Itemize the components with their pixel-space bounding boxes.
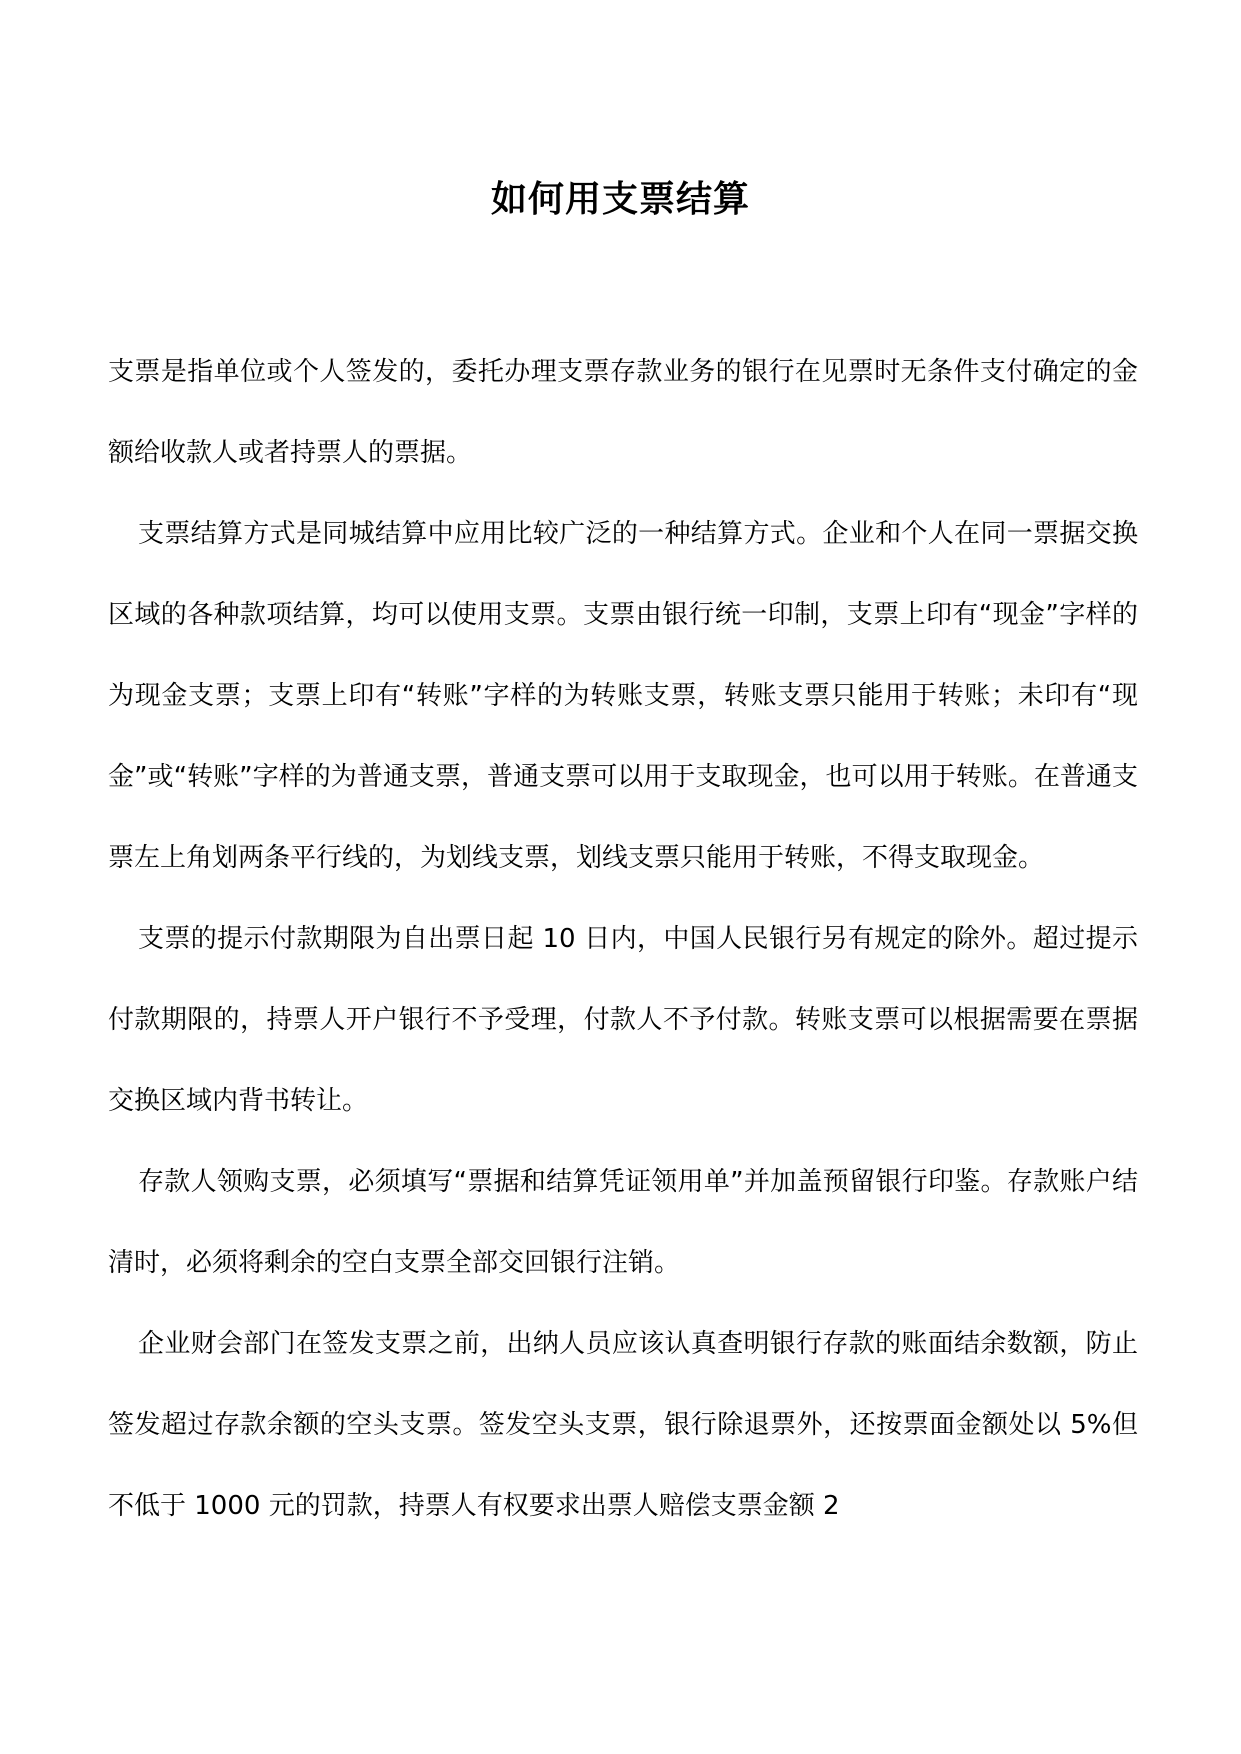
document-body — [108, 332, 1138, 1547]
paragraph-4: 存款人领购支票，必须填写“票据和结算凭证领用单”并加盖预留银行印鉴。存款账户结清时，必须将剩余的空白支票全部交回银行注销。 — [108, 1167, 1138, 1278]
paragraph-2: 支票结算方式是同城结算中应用比较广泛的一种结算方式。企业和个人在同一票据交换区域的各种款项结算，均可以使用支票。支票由银行统一印制，支票上印有“现金”字样的为现金支票；支票上印有“转账”字样的为转账支票，转账支票只能用于转账；未印有“现金”或“转账”字样的为普通支票，普通支票可以用于支取现金，也可以用于转账。在普通支票左上角划两条平行线的，为划线支票，划线支票只能用于转账，不得支取现金。 — [108, 519, 1138, 873]
document-title: 如何用支票结算 — [490, 178, 750, 221]
paragraph-1: 支票是指单位或个人签发的，委托办理支票存款业务的银行在见票时无条件支付确定的金额给收款人或者持票人的票据。 — [108, 357, 1138, 468]
paragraph-5: 企业财会部门在签发支票之前，出纳人员应该认真查明银行存款的账面结余数额，防止签发超过存款余额的空头支票。签发空头支票，银行除退票外，还按票面金额处以 5%但不低于 1000 元的罚款，持票人有权要求出票人赔偿支票金额 2 — [108, 1329, 1138, 1521]
paragraph-3: 支票的提示付款期限为自出票日起 10 日内，中国人民银行另有规定的除外。超过提示付款期限的，持票人开户银行不予受理，付款人不予付款。转账支票可以根据需要在票据交换区域内背书转让。 — [108, 924, 1138, 1116]
